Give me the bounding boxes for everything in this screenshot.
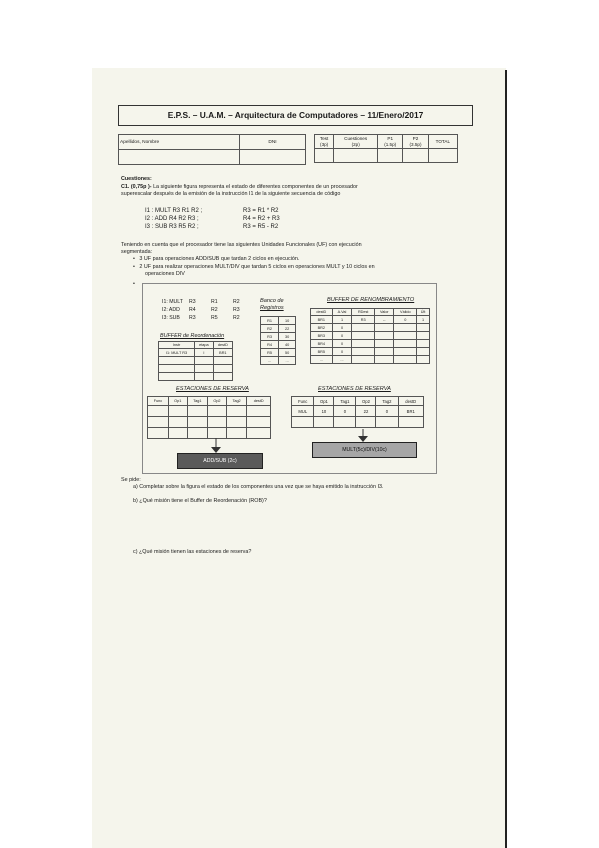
table-cell[interactable] [375,332,394,340]
score-header-p1 [378,135,403,149]
table-cell[interactable] [247,417,271,428]
table-row [261,333,296,341]
register-bank-table [260,316,296,365]
diagram-instr-reg: R2 [211,307,218,313]
uf-2-text-cont: operaciones DIV [145,271,185,277]
table-cell[interactable] [195,365,214,373]
table-cell[interactable]: I1: MULT R3 [159,349,195,357]
c1-text-2: superescalar después de la emisión de la instrucción I1 de la siguiente secuencia de código [121,191,341,197]
exam-title: E.P.S. – U.A.M. – Arquitectura de Computadores – 11/Enero/2017 [118,105,473,126]
table-cell[interactable] [148,428,169,439]
diagram-instr-reg: R4 [189,307,196,313]
table-cell[interactable] [292,417,314,428]
table-cell[interactable] [208,428,227,439]
uf-2-text: 2 UF para realizar operaciones MULT/DIV que tardan 5 ciclos en operaciones MULT y 10 ciclos en [139,264,375,270]
table-cell[interactable]: BR1 [311,316,333,324]
diagram-instr-reg: R2 [233,315,240,321]
column-header: Op2 [356,397,376,406]
question-a: a) Completar sobre la figura el estado de los componentes una vez que se haya emitido la instrucción I3. [133,484,384,490]
table-cell[interactable]: BR3 [311,332,333,340]
score-cell[interactable] [378,149,403,163]
uf-mult-div-unit: MULT(5c)/DIV(10c) [312,442,417,458]
score-cell[interactable] [403,149,428,163]
table-cell[interactable] [247,406,271,417]
table-header-row [148,397,271,406]
column-header: Últ [417,309,430,316]
score-header-label: TOTAL [435,138,451,144]
table-row [261,341,296,349]
reservation-station-add [147,396,271,439]
uf-intro-1: Teniendo en cuenta que el procesador tiene las siguientes Unidades Funcionales (UF) con ejecución [121,242,362,248]
table-cell[interactable]: 0 [332,332,352,340]
uf-bullet-1: • 3 UF para operaciones ADD/SUB que tardan 2 ciclos en ejecución. [133,256,300,262]
table-cell[interactable] [356,417,376,428]
table-row [311,324,430,332]
column-header: etapa [195,342,214,349]
code-instr: I3 : SUB R3 R5 R2 ; [145,224,199,230]
code-line-1 [145,208,279,215]
column-header: Op1 [168,397,187,406]
question-b: b) ¿Qué misión tiene el Buffer de Reordenación (ROB)? [133,498,267,504]
arrow-to-add [210,438,222,454]
column-header: Tag2 [226,397,247,406]
table-cell[interactable]: R2 [261,325,279,333]
column-header: Tag1 [187,397,208,406]
code-line-2 [145,216,280,223]
diagram-instr-reg: R2 [233,299,240,305]
score-cell[interactable] [315,149,334,163]
table-cell[interactable]: BR1 [398,406,424,417]
uf-1-text: 3 UF para operaciones ADD/SUB que tardan 2 ciclos en ejecución. [139,256,300,262]
column-header: Op1 [314,397,334,406]
table-cell[interactable]: 0 [332,348,352,356]
code-instr: I2 : ADD R4 R2 R3 ; [145,216,199,222]
column-header: destD [398,397,424,406]
table-cell[interactable]: R1 [261,317,279,325]
table-cell[interactable] [417,348,430,356]
table-cell[interactable]: 10 [279,317,296,325]
column-header: Tag2 [376,397,398,406]
table-cell[interactable] [168,417,187,428]
table-cell[interactable] [187,417,208,428]
diagram-instr-reg: R3 [189,315,196,321]
score-header-label: Cuestiones (2p) [344,135,368,147]
score-header-label: P2 (3.5p) [409,135,422,147]
table-cell[interactable] [352,340,375,348]
c1-text-1: La siguiente figura representa el estado de diferentes componentes de un procesador [153,184,358,190]
diagram-instr-reg: R3 [189,299,196,305]
table-cell[interactable]: BR4 [311,340,333,348]
uf-intro-2: segmentada: [121,249,153,255]
table-cell[interactable] [352,348,375,356]
column-header: RDest [352,309,375,316]
table-cell[interactable]: I [195,349,214,357]
table-cell[interactable] [334,417,356,428]
table-cell[interactable] [417,324,430,332]
table-row [159,349,233,357]
score-header-p2 [403,135,428,149]
diagram-instr-name: I1: MULT [162,299,183,305]
table-cell[interactable] [226,417,247,428]
table-row [148,428,271,439]
table-cell[interactable] [314,417,334,428]
table-cell[interactable]: 40 [279,341,296,349]
table-cell[interactable] [394,348,417,356]
table-cell[interactable]: 1 [332,316,352,324]
table-row [311,356,430,364]
table-row [261,357,296,365]
table-cell[interactable] [226,406,247,417]
table-header-row [159,342,233,349]
table-cell[interactable] [375,348,394,356]
table-cell[interactable]: 22 [279,325,296,333]
table-cell[interactable] [394,324,417,332]
column-header: Func [292,397,314,406]
table-cell[interactable]: ... [311,356,333,364]
table-header-row [292,397,424,406]
table-row [311,332,430,340]
rob-title: BUFFER de Reordenación [160,333,225,339]
column-header: Válido [394,309,417,316]
table-header-row [311,309,430,316]
table-row [148,406,271,417]
table-cell[interactable]: R3 [261,333,279,341]
table-row [292,406,424,417]
table-cell[interactable]: 22 [356,406,376,417]
table-cell[interactable] [187,428,208,439]
column-header: destD [311,309,333,316]
table-cell[interactable] [168,406,187,417]
table-cell[interactable]: 0 [334,406,356,417]
table-cell[interactable] [398,417,424,428]
table-cell[interactable]: 50 [279,349,296,357]
uf-bullet-2: • 2 UF para realizar operaciones MULT/DIV que tardan 5 ciclos en operaciones MULT y 10 ciclos en [133,264,375,270]
rob-table [158,341,233,381]
table-cell[interactable]: 0 [394,316,417,324]
table-cell[interactable] [394,356,417,364]
column-header: Func [148,397,169,406]
diagram-instr-reg: R1 [211,299,218,305]
code-op: R4 = R2 + R3 [243,216,280,222]
code-line-3 [145,224,279,231]
column-header: A.Val [332,309,352,316]
question-c: c) ¿Qué misión tienen las estaciones de reserva? [133,549,252,555]
table-cell[interactable]: 0 [376,406,398,417]
score-cell[interactable] [334,149,378,163]
table-cell[interactable] [352,356,375,364]
name-field[interactable] [119,150,240,165]
banco-title-1: Banco de [260,298,284,304]
table-cell[interactable]: -- [375,316,394,324]
table-cell[interactable] [159,373,195,381]
table-cell[interactable] [195,357,214,365]
table-row [148,417,271,428]
table-cell[interactable] [148,417,169,428]
table-cell[interactable] [247,428,271,439]
renaming-buffer-table [310,308,430,364]
arrow-to-mult [357,429,369,443]
table-cell[interactable] [208,417,227,428]
table-row [261,317,296,325]
score-header-cuestiones [334,135,378,149]
table-cell[interactable] [213,373,232,381]
table-cell[interactable]: ... [332,356,352,364]
er-right-title: ESTACIONES DE RESERVA [318,386,391,392]
table-cell[interactable] [159,357,195,365]
table-cell[interactable]: 10 [314,406,334,417]
table-cell[interactable] [195,373,214,381]
table-cell[interactable] [148,406,169,417]
table-cell[interactable] [168,428,187,439]
score-header-label: P1 (1.5p) [384,135,397,147]
column-header: Valor [375,309,394,316]
table-cell[interactable]: ... [261,357,279,365]
table-cell[interactable] [375,324,394,332]
uf-add-sub-unit: ADD/SUB (2c) [177,453,263,469]
table-cell[interactable] [352,324,375,332]
table-cell[interactable] [417,340,430,348]
table-row [159,373,233,381]
table-cell[interactable]: R4 [261,341,279,349]
score-header-total [428,135,457,149]
table-cell[interactable]: BR2 [311,324,333,332]
score-header-test [315,135,334,149]
code-op: R3 = R1 * R2 [243,208,279,214]
table-cell[interactable] [394,332,417,340]
student-info-table [118,134,306,165]
table-cell[interactable]: 30 [279,333,296,341]
table-cell[interactable] [394,340,417,348]
page-edge-line [505,70,507,848]
table-cell[interactable] [417,332,430,340]
cuestiones-heading: Cuestiones: [121,176,152,182]
column-header: destD [213,342,232,349]
diagram-instr-reg: R3 [233,307,240,313]
table-cell[interactable]: R3 [352,316,375,324]
code-instr: I1 : MULT R3 R1 R2 ; [145,208,203,214]
table-row [311,348,430,356]
dni-field[interactable] [240,150,306,165]
table-cell[interactable]: MUL [292,406,314,417]
column-header: Op2 [208,397,227,406]
c1-line1 [121,184,358,191]
code-op: R3 = R5 - R2 [243,224,279,230]
renaming-buffer-title: BUFFER DE RENOMBRAMIENTO [327,297,415,303]
diagram-instr-name: I2: ADD [162,307,180,313]
table-row [311,316,430,324]
table-row [261,325,296,333]
table-cell[interactable]: 0 [332,340,352,348]
dni-label: DNI [240,135,306,150]
table-row [159,365,233,373]
table-row [311,340,430,348]
table-cell[interactable]: BR1 [213,349,232,357]
table-cell[interactable] [375,356,394,364]
table-cell[interactable]: BR5 [311,348,333,356]
uf-bullet-3: • [133,281,135,287]
table-cell[interactable] [226,428,247,439]
table-cell[interactable] [375,340,394,348]
table-cell[interactable] [187,406,208,417]
table-cell[interactable]: 0 [332,324,352,332]
score-table [314,134,458,163]
name-label: Apellidos, Nombre [119,135,240,150]
diagram-instr-reg: R5 [211,315,218,321]
table-cell[interactable]: R5 [261,349,279,357]
table-cell[interactable] [376,417,398,428]
column-header: Instr [159,342,195,349]
questions-intro: Se pide: [121,477,141,483]
er-left-title: ESTACIONES DE RESERVA [176,386,249,392]
score-cell[interactable] [428,149,457,163]
diagram-instr-name: I3: SUB [162,315,180,321]
table-row [292,417,424,428]
table-cell[interactable] [159,365,195,373]
c1-label: C1. (0,75p )- [121,184,152,190]
table-cell[interactable] [417,356,430,364]
table-cell[interactable] [208,406,227,417]
table-cell[interactable]: 1 [417,316,430,324]
table-cell[interactable] [213,357,232,365]
table-cell[interactable] [213,365,232,373]
table-cell[interactable] [352,332,375,340]
column-header: destD [247,397,271,406]
score-header-label: Test (3p) [319,135,329,147]
banco-title-2: Registros [260,305,284,311]
table-row [261,349,296,357]
column-header: Tag1 [334,397,356,406]
table-cell[interactable]: ... [279,357,296,365]
table-row [159,357,233,365]
reservation-station-mult [291,396,424,428]
